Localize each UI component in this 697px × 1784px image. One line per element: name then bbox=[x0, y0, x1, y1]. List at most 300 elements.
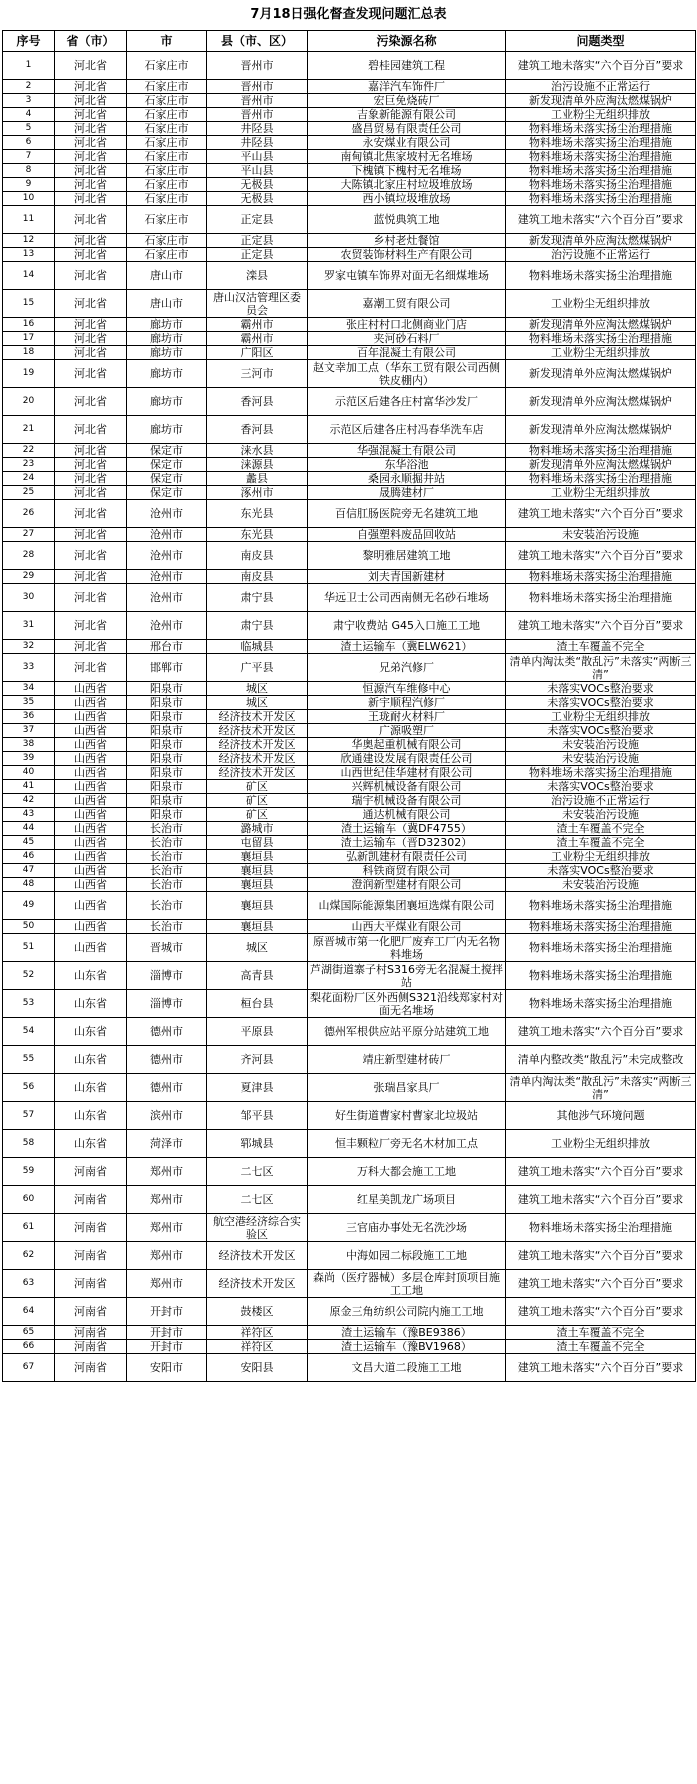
cell-city: 保定市 bbox=[127, 486, 207, 500]
cell-problem-type: 工业粉尘无组织排放 bbox=[506, 290, 696, 318]
cell-county: 二七区 bbox=[207, 1186, 308, 1214]
cell-index: 44 bbox=[3, 822, 55, 836]
cell-county: 高青县 bbox=[207, 962, 308, 990]
cell-index: 1 bbox=[3, 52, 55, 80]
cell-index: 3 bbox=[3, 94, 55, 108]
cell-index: 9 bbox=[3, 178, 55, 192]
table-row bbox=[3, 164, 696, 178]
cell-problem-type: 建筑工地未落实“六个百分百”要求 bbox=[506, 542, 696, 570]
cell-index: 40 bbox=[3, 766, 55, 780]
cell-city: 德州市 bbox=[127, 1074, 207, 1102]
table-row bbox=[3, 850, 696, 864]
table-row bbox=[3, 724, 696, 738]
cell-problem-type: 工业粉尘无组织排放 bbox=[506, 1130, 696, 1158]
cell-source-name: 原晋城市第一化肥厂废弃工厂内无名物料堆场 bbox=[308, 934, 506, 962]
cell-county: 齐河县 bbox=[207, 1046, 308, 1074]
cell-source-name: 刘夫青国新建材 bbox=[308, 570, 506, 584]
cell-city: 阳泉市 bbox=[127, 752, 207, 766]
cell-province: 河北省 bbox=[55, 500, 127, 528]
table-row bbox=[3, 1074, 696, 1102]
cell-source-name: 欣通建设发展有限责任公司 bbox=[308, 752, 506, 766]
cell-problem-type: 建筑工地未落实“六个百分百”要求 bbox=[506, 1354, 696, 1382]
cell-problem-type: 建筑工地未落实“六个百分百”要求 bbox=[506, 612, 696, 640]
cell-problem-type: 建筑工地未落实“六个百分百”要求 bbox=[506, 1018, 696, 1046]
table-row bbox=[3, 388, 696, 416]
cell-index: 51 bbox=[3, 934, 55, 962]
cell-source-name: 新宇顺程汽修厂 bbox=[308, 696, 506, 710]
cell-province: 河北省 bbox=[55, 178, 127, 192]
cell-county: 广平县 bbox=[207, 654, 308, 682]
cell-problem-type: 渣土车覆盖不完全 bbox=[506, 640, 696, 654]
cell-problem-type: 物料堆场未落实扬尘治理措施 bbox=[506, 892, 696, 920]
cell-county: 涞源县 bbox=[207, 458, 308, 472]
cell-index: 8 bbox=[3, 164, 55, 178]
cell-province: 河北省 bbox=[55, 80, 127, 94]
table-row bbox=[3, 1186, 696, 1214]
cell-province: 山西省 bbox=[55, 724, 127, 738]
table-row bbox=[3, 738, 696, 752]
cell-source-name: 永安煤业有限公司 bbox=[308, 136, 506, 150]
cell-province: 山东省 bbox=[55, 962, 127, 990]
table-row bbox=[3, 108, 696, 122]
cell-county: 鼓楼区 bbox=[207, 1298, 308, 1326]
cell-index: 20 bbox=[3, 388, 55, 416]
cell-city: 开封市 bbox=[127, 1326, 207, 1340]
cell-county: 香河县 bbox=[207, 388, 308, 416]
header-row bbox=[3, 31, 696, 52]
cell-province: 山西省 bbox=[55, 934, 127, 962]
cell-province: 河北省 bbox=[55, 444, 127, 458]
cell-city: 长治市 bbox=[127, 892, 207, 920]
cell-county: 涿州市 bbox=[207, 486, 308, 500]
cell-province: 河北省 bbox=[55, 248, 127, 262]
cell-problem-type: 工业粉尘无组织排放 bbox=[506, 108, 696, 122]
cell-county: 平山县 bbox=[207, 150, 308, 164]
cell-county: 临城县 bbox=[207, 640, 308, 654]
cell-city: 石家庄市 bbox=[127, 52, 207, 80]
cell-county: 矿区 bbox=[207, 808, 308, 822]
cell-problem-type: 物料堆场未落实扬尘治理措施 bbox=[506, 990, 696, 1018]
cell-county: 蠡县 bbox=[207, 472, 308, 486]
cell-index: 41 bbox=[3, 780, 55, 794]
cell-index: 54 bbox=[3, 1018, 55, 1046]
cell-city: 阳泉市 bbox=[127, 696, 207, 710]
cell-province: 河北省 bbox=[55, 458, 127, 472]
cell-county: 航空港经济综合实验区 bbox=[207, 1214, 308, 1242]
cell-province: 河北省 bbox=[55, 346, 127, 360]
cell-city: 阳泉市 bbox=[127, 682, 207, 696]
cell-source-name: 碧桂园建筑工程 bbox=[308, 52, 506, 80]
cell-county: 晋州市 bbox=[207, 94, 308, 108]
cell-problem-type: 建筑工地未落实“六个百分百”要求 bbox=[506, 1270, 696, 1298]
cell-city: 沧州市 bbox=[127, 584, 207, 612]
cell-index: 36 bbox=[3, 710, 55, 724]
cell-province: 河北省 bbox=[55, 416, 127, 444]
cell-county: 三河市 bbox=[207, 360, 308, 388]
cell-source-name: 晟腾建材厂 bbox=[308, 486, 506, 500]
cell-city: 廊坊市 bbox=[127, 318, 207, 332]
cell-city: 长治市 bbox=[127, 850, 207, 864]
cell-index: 4 bbox=[3, 108, 55, 122]
cell-province: 河北省 bbox=[55, 122, 127, 136]
cell-index: 26 bbox=[3, 500, 55, 528]
cell-index: 49 bbox=[3, 892, 55, 920]
cell-county: 正定县 bbox=[207, 206, 308, 234]
cell-problem-type: 新发现清单外应淘汰燃煤锅炉 bbox=[506, 416, 696, 444]
cell-province: 河南省 bbox=[55, 1354, 127, 1382]
cell-problem-type: 未安装治污设施 bbox=[506, 528, 696, 542]
cell-problem-type: 新发现清单外应淘汰燃煤锅炉 bbox=[506, 234, 696, 248]
table-row bbox=[3, 584, 696, 612]
cell-problem-type: 物料堆场未落实扬尘治理措施 bbox=[506, 472, 696, 486]
cell-county: 井陉县 bbox=[207, 122, 308, 136]
table-row bbox=[3, 80, 696, 94]
table-row bbox=[3, 528, 696, 542]
cell-source-name: 乡村老灶餐馆 bbox=[308, 234, 506, 248]
table-row bbox=[3, 458, 696, 472]
cell-province: 山西省 bbox=[55, 766, 127, 780]
cell-index: 42 bbox=[3, 794, 55, 808]
table-row bbox=[3, 1242, 696, 1270]
cell-source-name: 山西世纪佳华建材有限公司 bbox=[308, 766, 506, 780]
table-row bbox=[3, 878, 696, 892]
cell-index: 18 bbox=[3, 346, 55, 360]
cell-source-name: 盛昌贸易有限责任公司 bbox=[308, 122, 506, 136]
cell-source-name: 自强塑料废品回收站 bbox=[308, 528, 506, 542]
table-row bbox=[3, 472, 696, 486]
cell-city: 阳泉市 bbox=[127, 766, 207, 780]
table-row bbox=[3, 1270, 696, 1298]
table-row bbox=[3, 1158, 696, 1186]
cell-city: 长治市 bbox=[127, 836, 207, 850]
cell-source-name: 瑞宇机械设备有限公司 bbox=[308, 794, 506, 808]
cell-source-name: 澄润新型建材有限公司 bbox=[308, 878, 506, 892]
cell-source-name: 示范区后建各庄村冯春华洗车店 bbox=[308, 416, 506, 444]
cell-county: 经济技术开发区 bbox=[207, 710, 308, 724]
table-row bbox=[3, 1046, 696, 1074]
cell-problem-type: 未落实VOCs整治要求 bbox=[506, 724, 696, 738]
cell-city: 阳泉市 bbox=[127, 724, 207, 738]
cell-county: 无极县 bbox=[207, 178, 308, 192]
cell-problem-type: 建筑工地未落实“六个百分百”要求 bbox=[506, 1298, 696, 1326]
cell-county: 霸州市 bbox=[207, 318, 308, 332]
cell-city: 沧州市 bbox=[127, 528, 207, 542]
cell-county: 晋州市 bbox=[207, 80, 308, 94]
cell-problem-type: 物料堆场未落实扬尘治理措施 bbox=[506, 962, 696, 990]
cell-problem-type: 未落实VOCs整治要求 bbox=[506, 682, 696, 696]
table-row bbox=[3, 94, 696, 108]
cell-problem-type: 物料堆场未落实扬尘治理措施 bbox=[506, 934, 696, 962]
table-row bbox=[3, 542, 696, 570]
cell-index: 45 bbox=[3, 836, 55, 850]
cell-county: 南皮县 bbox=[207, 542, 308, 570]
cell-county: 襄垣县 bbox=[207, 864, 308, 878]
cell-province: 河北省 bbox=[55, 388, 127, 416]
cell-province: 河北省 bbox=[55, 234, 127, 248]
cell-province: 河北省 bbox=[55, 262, 127, 290]
cell-city: 郑州市 bbox=[127, 1214, 207, 1242]
cell-index: 24 bbox=[3, 472, 55, 486]
cell-source-name: 夹河砂石料厂 bbox=[308, 332, 506, 346]
cell-province: 河北省 bbox=[55, 654, 127, 682]
table-row bbox=[3, 640, 696, 654]
table-row bbox=[3, 780, 696, 794]
table-row bbox=[3, 696, 696, 710]
cell-city: 郑州市 bbox=[127, 1158, 207, 1186]
cell-source-name: 兄弟汽修厂 bbox=[308, 654, 506, 682]
table-row bbox=[3, 864, 696, 878]
cell-source-name: 桑园永顺掘井站 bbox=[308, 472, 506, 486]
cell-problem-type: 工业粉尘无组织排放 bbox=[506, 486, 696, 500]
cell-city: 保定市 bbox=[127, 444, 207, 458]
cell-city: 保定市 bbox=[127, 458, 207, 472]
cell-province: 山西省 bbox=[55, 878, 127, 892]
cell-problem-type: 物料堆场未落实扬尘治理措施 bbox=[506, 262, 696, 290]
cell-source-name: 渣土运输车（冀ELW621） bbox=[308, 640, 506, 654]
table-row bbox=[3, 654, 696, 682]
cell-source-name: 万科大都会施工工地 bbox=[308, 1158, 506, 1186]
table-row bbox=[3, 500, 696, 528]
cell-city: 阳泉市 bbox=[127, 710, 207, 724]
cell-problem-type: 工业粉尘无组织排放 bbox=[506, 346, 696, 360]
table-row bbox=[3, 52, 696, 80]
cell-source-name: 渣土运输车（晋D32302） bbox=[308, 836, 506, 850]
table-row bbox=[3, 962, 696, 990]
cell-index: 59 bbox=[3, 1158, 55, 1186]
cell-city: 石家庄市 bbox=[127, 122, 207, 136]
cell-source-name: 靖庄新型建材砖厂 bbox=[308, 1046, 506, 1074]
cell-county: 夏津县 bbox=[207, 1074, 308, 1102]
cell-city: 淄博市 bbox=[127, 962, 207, 990]
cell-city: 德州市 bbox=[127, 1046, 207, 1074]
cell-city: 阳泉市 bbox=[127, 808, 207, 822]
cell-source-name: 赵文幸加工点（华东工贸有限公司西侧铁皮棚内） bbox=[308, 360, 506, 388]
cell-source-name: 渣土运输车（豫BE9386） bbox=[308, 1326, 506, 1340]
cell-county: 平山县 bbox=[207, 164, 308, 178]
cell-source-name: 示范区后建各庄村富华沙发厂 bbox=[308, 388, 506, 416]
cell-index: 27 bbox=[3, 528, 55, 542]
cell-problem-type: 物料堆场未落实扬尘治理措施 bbox=[506, 1214, 696, 1242]
cell-province: 山西省 bbox=[55, 892, 127, 920]
cell-city: 郑州市 bbox=[127, 1186, 207, 1214]
cell-county: 晋州市 bbox=[207, 52, 308, 80]
cell-county: 正定县 bbox=[207, 234, 308, 248]
cell-county: 安阳县 bbox=[207, 1354, 308, 1382]
table-row bbox=[3, 346, 696, 360]
cell-problem-type: 建筑工地未落实“六个百分百”要求 bbox=[506, 52, 696, 80]
cell-index: 61 bbox=[3, 1214, 55, 1242]
cell-province: 山东省 bbox=[55, 1018, 127, 1046]
cell-problem-type: 物料堆场未落实扬尘治理措施 bbox=[506, 192, 696, 206]
cell-index: 11 bbox=[3, 206, 55, 234]
cell-city: 廊坊市 bbox=[127, 388, 207, 416]
cell-province: 河北省 bbox=[55, 528, 127, 542]
table-title: 7月18日强化督查发现问题汇总表 bbox=[250, 7, 447, 22]
cell-city: 廊坊市 bbox=[127, 416, 207, 444]
cell-problem-type: 清单内淘汰类“散乱污”未落实“两断三清” bbox=[506, 1074, 696, 1102]
cell-province: 河南省 bbox=[55, 1340, 127, 1354]
cell-city: 石家庄市 bbox=[127, 178, 207, 192]
cell-problem-type: 物料堆场未落实扬尘治理措施 bbox=[506, 920, 696, 934]
cell-index: 35 bbox=[3, 696, 55, 710]
cell-province: 山东省 bbox=[55, 1102, 127, 1130]
header-problem-type: 问题类型 bbox=[506, 31, 696, 52]
cell-county: 二七区 bbox=[207, 1158, 308, 1186]
table-row bbox=[3, 794, 696, 808]
cell-province: 山西省 bbox=[55, 836, 127, 850]
cell-city: 德州市 bbox=[127, 1018, 207, 1046]
cell-province: 河南省 bbox=[55, 1158, 127, 1186]
cell-province: 河北省 bbox=[55, 192, 127, 206]
table-row bbox=[3, 416, 696, 444]
table-row bbox=[3, 360, 696, 388]
cell-city: 石家庄市 bbox=[127, 206, 207, 234]
table-row bbox=[3, 290, 696, 318]
table-row bbox=[3, 318, 696, 332]
cell-index: 43 bbox=[3, 808, 55, 822]
cell-city: 阳泉市 bbox=[127, 738, 207, 752]
cell-source-name: 嘉潮工贸有限公司 bbox=[308, 290, 506, 318]
table-row bbox=[3, 934, 696, 962]
cell-county: 襄垣县 bbox=[207, 920, 308, 934]
cell-county: 矿区 bbox=[207, 780, 308, 794]
table-row bbox=[3, 570, 696, 584]
cell-problem-type: 建筑工地未落实“六个百分百”要求 bbox=[506, 206, 696, 234]
cell-county: 晋州市 bbox=[207, 108, 308, 122]
table-row bbox=[3, 752, 696, 766]
cell-index: 47 bbox=[3, 864, 55, 878]
cell-county: 唐山汉沽管理区委员会 bbox=[207, 290, 308, 318]
cell-index: 12 bbox=[3, 234, 55, 248]
cell-city: 沧州市 bbox=[127, 570, 207, 584]
cell-city: 石家庄市 bbox=[127, 234, 207, 248]
table-row bbox=[3, 262, 696, 290]
cell-city: 长治市 bbox=[127, 822, 207, 836]
cell-problem-type: 新发现清单外应淘汰燃煤锅炉 bbox=[506, 458, 696, 472]
cell-problem-type: 建筑工地未落实“六个百分百”要求 bbox=[506, 1186, 696, 1214]
cell-province: 河北省 bbox=[55, 150, 127, 164]
cell-source-name: 宏巨免烧砖厂 bbox=[308, 94, 506, 108]
cell-province: 河北省 bbox=[55, 472, 127, 486]
cell-county: 平原县 bbox=[207, 1018, 308, 1046]
table-row bbox=[3, 710, 696, 724]
cell-problem-type: 渣土车覆盖不完全 bbox=[506, 822, 696, 836]
cell-province: 河北省 bbox=[55, 360, 127, 388]
table-row bbox=[3, 1340, 696, 1354]
cell-problem-type: 工业粉尘无组织排放 bbox=[506, 710, 696, 724]
cell-city: 石家庄市 bbox=[127, 80, 207, 94]
cell-source-name: 梨花面粉厂区外西侧S321沿线郑家村对面无名堆场 bbox=[308, 990, 506, 1018]
cell-city: 郑州市 bbox=[127, 1270, 207, 1298]
table-row bbox=[3, 766, 696, 780]
table-row bbox=[3, 150, 696, 164]
table-row bbox=[3, 1130, 696, 1158]
cell-index: 67 bbox=[3, 1354, 55, 1382]
cell-source-name: 张庄村村口北侧商业门店 bbox=[308, 318, 506, 332]
cell-problem-type: 物料堆场未落实扬尘治理措施 bbox=[506, 332, 696, 346]
cell-city: 廊坊市 bbox=[127, 332, 207, 346]
cell-county: 井陉县 bbox=[207, 136, 308, 150]
cell-problem-type: 治污设施不正常运行 bbox=[506, 80, 696, 94]
cell-city: 郑州市 bbox=[127, 1242, 207, 1270]
cell-province: 河北省 bbox=[55, 570, 127, 584]
cell-county: 襄垣县 bbox=[207, 850, 308, 864]
cell-province: 山西省 bbox=[55, 752, 127, 766]
cell-province: 河南省 bbox=[55, 1186, 127, 1214]
cell-index: 64 bbox=[3, 1298, 55, 1326]
cell-index: 57 bbox=[3, 1102, 55, 1130]
cell-index: 17 bbox=[3, 332, 55, 346]
cell-source-name: 南甸镇北焦家坡村无名堆场 bbox=[308, 150, 506, 164]
cell-problem-type: 治污设施不正常运行 bbox=[506, 794, 696, 808]
table-body bbox=[3, 52, 696, 1382]
cell-index: 50 bbox=[3, 920, 55, 934]
cell-province: 河北省 bbox=[55, 584, 127, 612]
cell-problem-type: 物料堆场未落实扬尘治理措施 bbox=[506, 122, 696, 136]
cell-problem-type: 物料堆场未落实扬尘治理措施 bbox=[506, 178, 696, 192]
cell-city: 长治市 bbox=[127, 878, 207, 892]
cell-problem-type: 新发现清单外应淘汰燃煤锅炉 bbox=[506, 94, 696, 108]
cell-county: 经济技术开发区 bbox=[207, 738, 308, 752]
cell-index: 6 bbox=[3, 136, 55, 150]
table-row bbox=[3, 248, 696, 262]
cell-index: 65 bbox=[3, 1326, 55, 1340]
cell-source-name: 吉象新能源有限公司 bbox=[308, 108, 506, 122]
cell-source-name: 德州军根供应站平原分站建筑工地 bbox=[308, 1018, 506, 1046]
cell-problem-type: 渣土车覆盖不完全 bbox=[506, 1340, 696, 1354]
cell-index: 38 bbox=[3, 738, 55, 752]
cell-county: 襄垣县 bbox=[207, 892, 308, 920]
cell-problem-type: 物料堆场未落实扬尘治理措施 bbox=[506, 136, 696, 150]
cell-index: 2 bbox=[3, 80, 55, 94]
cell-problem-type: 治污设施不正常运行 bbox=[506, 248, 696, 262]
cell-city: 石家庄市 bbox=[127, 248, 207, 262]
header-city: 市 bbox=[127, 31, 207, 52]
cell-index: 31 bbox=[3, 612, 55, 640]
cell-city: 滨州市 bbox=[127, 1102, 207, 1130]
cell-county: 无极县 bbox=[207, 192, 308, 206]
cell-county: 肃宁县 bbox=[207, 612, 308, 640]
cell-source-name: 东华浴池 bbox=[308, 458, 506, 472]
cell-source-name: 渣土运输车（豫BV1968） bbox=[308, 1340, 506, 1354]
cell-index: 30 bbox=[3, 584, 55, 612]
cell-province: 山西省 bbox=[55, 794, 127, 808]
cell-source-name: 中海如园二标段施工工地 bbox=[308, 1242, 506, 1270]
cell-city: 沧州市 bbox=[127, 500, 207, 528]
cell-county: 经济技术开发区 bbox=[207, 724, 308, 738]
table-row bbox=[3, 1102, 696, 1130]
cell-index: 28 bbox=[3, 542, 55, 570]
cell-index: 62 bbox=[3, 1242, 55, 1270]
cell-problem-type: 未落实VOCs整治要求 bbox=[506, 780, 696, 794]
cell-index: 22 bbox=[3, 444, 55, 458]
cell-city: 石家庄市 bbox=[127, 164, 207, 178]
cell-problem-type: 建筑工地未落实“六个百分百”要求 bbox=[506, 1242, 696, 1270]
cell-source-name: 农贸装饰材料生产有限公司 bbox=[308, 248, 506, 262]
cell-problem-type: 物料堆场未落实扬尘治理措施 bbox=[506, 444, 696, 458]
header-index: 序号 bbox=[3, 31, 55, 52]
cell-source-name: 森尚（医疗器械）多层仓库封顶项目施工工地 bbox=[308, 1270, 506, 1298]
cell-city: 长治市 bbox=[127, 864, 207, 878]
cell-city: 保定市 bbox=[127, 472, 207, 486]
table-row bbox=[3, 1018, 696, 1046]
cell-county: 经济技术开发区 bbox=[207, 752, 308, 766]
cell-county: 南皮县 bbox=[207, 570, 308, 584]
table-row bbox=[3, 486, 696, 500]
table-row bbox=[3, 1354, 696, 1382]
cell-index: 29 bbox=[3, 570, 55, 584]
cell-problem-type: 物料堆场未落实扬尘治理措施 bbox=[506, 766, 696, 780]
